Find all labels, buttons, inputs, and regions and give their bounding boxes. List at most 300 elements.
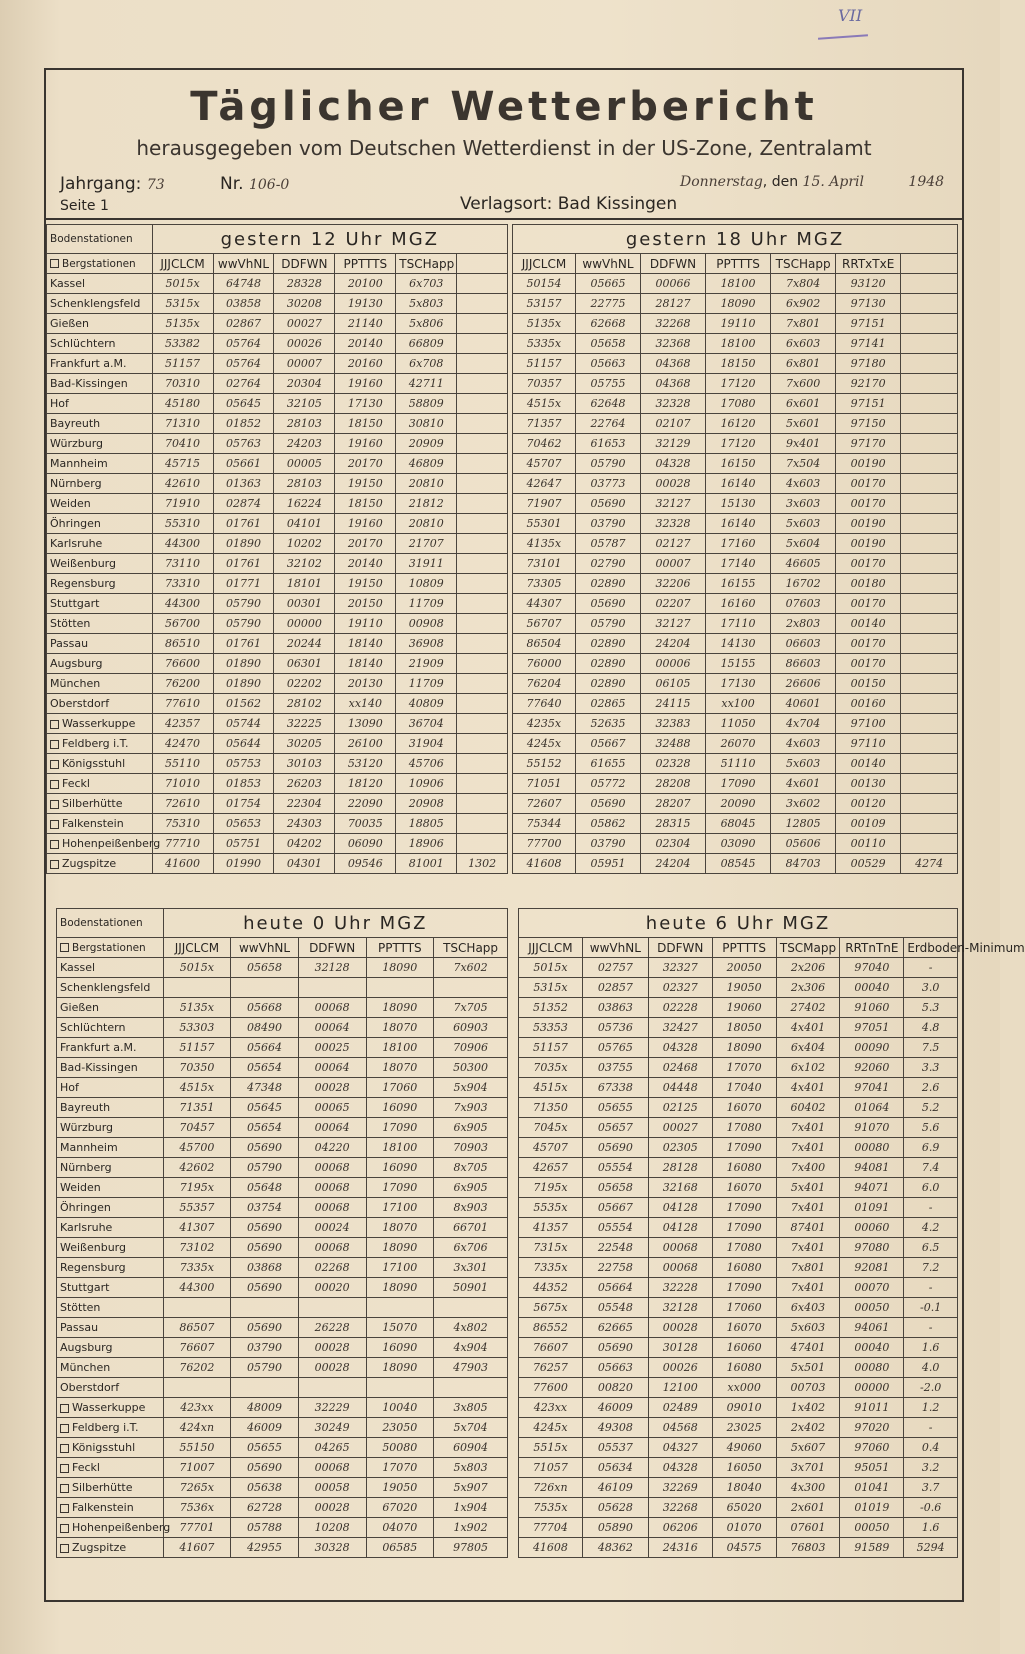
data-cell: 05548 [582, 1298, 648, 1318]
data-cell: 86507 [163, 1318, 231, 1338]
data-cell: 5135x [513, 314, 576, 334]
data-cell: 3x805 [434, 1398, 508, 1418]
data-cell: 32129 [641, 434, 706, 454]
table-row [513, 334, 958, 354]
data-cell: 16702 [771, 574, 836, 594]
data-cell: 16150 [706, 454, 771, 474]
data-cell: 76607 [519, 1338, 583, 1358]
data-cell: 17080 [706, 394, 771, 414]
data-cell: 20140 [335, 554, 396, 574]
table-row [47, 834, 508, 854]
data-cell: 18090 [366, 1278, 434, 1298]
data-cell: 04568 [648, 1418, 712, 1438]
data-cell: 42470 [152, 734, 213, 754]
data-cell [901, 834, 958, 854]
data-cell: 30208 [274, 294, 335, 314]
data-cell: 28207 [641, 794, 706, 814]
berg-marker-icon [60, 1524, 69, 1533]
data-cell: 10906 [396, 774, 457, 794]
data-cell [457, 834, 508, 854]
data-cell: 1302 [457, 854, 508, 874]
data-cell: 01761 [213, 514, 274, 534]
data-cell: 32269 [648, 1478, 712, 1498]
station-label: Schlüchtern [60, 1021, 126, 1034]
station-name [47, 834, 161, 854]
table-row [47, 454, 508, 474]
data-cell: 05664 [582, 1278, 648, 1298]
table-row [519, 1038, 958, 1058]
table-row [513, 354, 958, 374]
data-cell [457, 694, 508, 714]
data-cell: 51157 [163, 1038, 231, 1058]
station-label: Feckl [72, 1461, 100, 1474]
data-cell: 97805 [434, 1538, 508, 1558]
table-row [57, 1238, 508, 1258]
data-cell: 60903 [434, 1018, 508, 1038]
data-cell [298, 978, 366, 998]
data-cell: 02468 [648, 1058, 712, 1078]
data-cell: 3x603 [771, 494, 836, 514]
column-header: DDFWN [298, 938, 366, 958]
data-cell: 05787 [575, 534, 640, 554]
data-cell: 77700 [513, 834, 576, 854]
data-cell: 00065 [298, 1098, 366, 1118]
data-cell: 18100 [706, 274, 771, 294]
data-cell: 10208 [298, 1518, 366, 1538]
data-cell: 4x904 [434, 1338, 508, 1358]
station-label: Hof [50, 397, 69, 410]
data-cell: 00050 [840, 1298, 904, 1318]
data-cell: 00028 [298, 1078, 366, 1098]
table-row [519, 1438, 958, 1458]
date-day: 15. April [802, 174, 864, 190]
data-cell: 01064 [840, 1098, 904, 1118]
table-row [47, 314, 508, 334]
data-cell: 55301 [513, 514, 576, 534]
table-row [47, 554, 508, 574]
data-cell: 17130 [706, 674, 771, 694]
data-cell: 00064 [298, 1058, 366, 1078]
data-cell: 17070 [366, 1458, 434, 1478]
station-label: Frankfurt a.M. [50, 357, 127, 370]
station-name [57, 1138, 164, 1158]
data-cell: 46009 [231, 1418, 299, 1438]
data-cell: 20150 [335, 594, 396, 614]
data-cell [457, 494, 508, 514]
data-cell [901, 414, 958, 434]
data-cell [457, 794, 508, 814]
berg-marker-icon [50, 820, 59, 829]
station-name [57, 1338, 164, 1358]
table-row [57, 1378, 508, 1398]
data-cell: 00820 [582, 1378, 648, 1398]
data-cell: 05654 [231, 1058, 299, 1078]
data-cell: 1.2 [904, 1398, 958, 1418]
table-row [47, 414, 508, 434]
data-cell: 07603 [771, 594, 836, 614]
data-cell: 7x801 [776, 1258, 840, 1278]
data-cell: 50300 [434, 1058, 508, 1078]
data-cell [163, 1378, 231, 1398]
data-cell [457, 594, 508, 614]
data-cell: 05690 [575, 794, 640, 814]
station-name [57, 1118, 164, 1138]
data-cell: 17090 [706, 774, 771, 794]
data-cell: 32327 [648, 958, 712, 978]
column-header: JJJCLCM [513, 254, 576, 274]
data-cell: 97141 [836, 334, 901, 354]
data-cell: 18140 [335, 654, 396, 674]
station-name [57, 978, 164, 998]
data-cell: 51352 [519, 998, 583, 1018]
table-row [47, 474, 508, 494]
table-row [57, 1218, 508, 1238]
data-cell: 04327 [648, 1438, 712, 1458]
data-cell: 7x600 [771, 374, 836, 394]
table-row [57, 1478, 508, 1498]
data-cell: 16120 [706, 414, 771, 434]
data-cell: 70350 [163, 1058, 231, 1078]
data-cell: 20244 [274, 634, 335, 654]
data-cell: 18150 [706, 354, 771, 374]
data-cell: 02890 [575, 674, 640, 694]
data-cell: 05744 [213, 714, 274, 734]
data-cell [901, 614, 958, 634]
data-cell: 17130 [335, 394, 396, 414]
data-cell: 05663 [575, 354, 640, 374]
station-label: Bad-Kissingen [50, 377, 128, 390]
data-cell: 21812 [396, 494, 457, 514]
table-row [57, 1098, 508, 1118]
label-berg-text: Bergstationen [72, 941, 146, 954]
table-row [519, 1458, 958, 1478]
data-cell: 00160 [836, 694, 901, 714]
data-cell: 18150 [335, 494, 396, 514]
data-cell: 00068 [648, 1238, 712, 1258]
column-header-row [519, 938, 958, 958]
data-cell: 22758 [582, 1258, 648, 1278]
data-cell: 16090 [366, 1338, 434, 1358]
data-cell: 02867 [213, 314, 274, 334]
data-cell: 42602 [163, 1158, 231, 1178]
data-cell: 18090 [712, 1038, 776, 1058]
data-cell: 05690 [231, 1138, 299, 1158]
station-label: Kassel [60, 961, 96, 974]
data-cell: 18040 [712, 1478, 776, 1498]
data-cell: 20140 [335, 334, 396, 354]
table-row [513, 274, 958, 294]
data-cell: 7x401 [776, 1118, 840, 1138]
data-cell: 01363 [213, 474, 274, 494]
data-cell: 00006 [641, 654, 706, 674]
data-cell: 04101 [274, 514, 335, 534]
data-cell: 3.0 [904, 978, 958, 998]
station-name [47, 774, 153, 794]
data-cell: 10809 [396, 574, 457, 594]
data-cell: 00703 [776, 1378, 840, 1398]
data-cell: 17090 [366, 1118, 434, 1138]
column-header: PPTTTS [712, 938, 776, 958]
data-cell: 42610 [152, 474, 213, 494]
data-cell: 02857 [582, 978, 648, 998]
station-name [47, 674, 153, 694]
time-title: gestern 12 Uhr MGZ [152, 225, 507, 254]
data-cell: 19130 [335, 294, 396, 314]
data-cell: 5.6 [904, 1118, 958, 1138]
table-row [47, 694, 508, 714]
data-cell: 73102 [163, 1238, 231, 1258]
station-label: Falkenstein [62, 817, 124, 830]
data-cell: 02202 [274, 674, 335, 694]
data-cell: 16070 [712, 1178, 776, 1198]
table-row [513, 314, 958, 334]
station-name [57, 1518, 171, 1538]
data-cell: 05862 [575, 814, 640, 834]
data-cell: 32368 [641, 334, 706, 354]
data-cell: 05554 [582, 1218, 648, 1238]
data-cell: 16080 [712, 1158, 776, 1178]
data-cell: 00190 [836, 514, 901, 534]
table-row [47, 574, 508, 594]
data-cell: 00070 [840, 1278, 904, 1298]
data-cell: 97170 [836, 434, 901, 454]
data-cell: 00027 [648, 1118, 712, 1138]
table-row [47, 614, 508, 634]
data-cell: 20908 [396, 794, 457, 814]
data-cell: 77600 [519, 1378, 583, 1398]
data-cell: 7.5 [904, 1038, 958, 1058]
data-cell: 00301 [274, 594, 335, 614]
table-row [57, 1138, 508, 1158]
data-cell: 18070 [366, 1218, 434, 1238]
table-row [513, 494, 958, 514]
data-cell: 05658 [582, 1178, 648, 1198]
station-name [47, 414, 153, 434]
column-header: TSCHapp [396, 254, 457, 274]
station-name [47, 314, 153, 334]
data-cell [901, 514, 958, 534]
data-cell: 05751 [213, 834, 274, 854]
data-cell [457, 734, 508, 754]
table-row [57, 1498, 508, 1518]
data-cell [366, 1378, 434, 1398]
data-cell: 05606 [771, 834, 836, 854]
data-cell: 05753 [213, 754, 274, 774]
data-cell: 05690 [582, 1338, 648, 1358]
column-header [901, 254, 958, 274]
data-cell: 02268 [298, 1258, 366, 1278]
table-row [519, 1198, 958, 1218]
station-name [57, 1158, 164, 1178]
data-cell: 5335x [513, 334, 576, 354]
data-cell: 77610 [152, 694, 213, 714]
data-cell: 00140 [836, 754, 901, 774]
data-cell: 97080 [840, 1238, 904, 1258]
column-header: PPTTTS [366, 938, 434, 958]
data-cell: 46009 [582, 1398, 648, 1418]
label-berg-text: Bergstationen [62, 257, 136, 270]
report-header [44, 68, 964, 222]
data-cell [901, 714, 958, 734]
data-cell [901, 434, 958, 454]
data-cell: 7315x [519, 1238, 583, 1258]
data-cell: 18140 [335, 634, 396, 654]
data-cell [457, 774, 508, 794]
data-cell: 04265 [298, 1438, 366, 1458]
data-cell: 05790 [213, 614, 274, 634]
data-cell: 5x603 [771, 754, 836, 774]
data-cell: 92081 [840, 1258, 904, 1278]
data-cell: 7x401 [776, 1138, 840, 1158]
data-cell [457, 614, 508, 634]
data-cell: 7x801 [771, 314, 836, 334]
data-cell [434, 978, 508, 998]
data-cell: 00020 [298, 1278, 366, 1298]
data-cell: - [904, 958, 958, 978]
data-cell [901, 474, 958, 494]
data-cell: 7x705 [434, 998, 508, 1018]
data-cell: 05668 [231, 998, 299, 1018]
data-cell: 41307 [163, 1218, 231, 1238]
station-label: Hohenpeißenberg [62, 837, 161, 850]
time-title: heute 0 Uhr MGZ [163, 909, 507, 938]
table-row [47, 494, 508, 514]
data-cell: 17090 [366, 1178, 434, 1198]
data-cell: 00058 [298, 1478, 366, 1498]
data-cell: 20160 [335, 354, 396, 374]
data-cell: 00190 [836, 454, 901, 474]
data-cell: 81001 [396, 854, 457, 874]
data-cell: 5x607 [776, 1438, 840, 1458]
data-cell: 02489 [648, 1398, 712, 1418]
data-cell: 5x907 [434, 1478, 508, 1498]
label-boden: Bodenstationen [47, 225, 153, 254]
data-cell: 94071 [840, 1178, 904, 1198]
data-cell [298, 1378, 366, 1398]
data-cell: 55357 [163, 1198, 231, 1218]
data-cell: 00064 [298, 1018, 366, 1038]
data-cell: 7535x [519, 1498, 583, 1518]
station-label: Königsstuhl [72, 1441, 136, 1454]
data-cell: 00040 [840, 1338, 904, 1358]
data-cell: 20170 [335, 534, 396, 554]
data-cell: 24204 [641, 854, 706, 874]
data-cell: 19050 [366, 1478, 434, 1498]
data-cell: 6x102 [776, 1058, 840, 1078]
data-cell: 17160 [706, 534, 771, 554]
station-name [47, 514, 153, 534]
data-cell: 23025 [712, 1418, 776, 1438]
data-cell: 02107 [641, 414, 706, 434]
data-cell: 50080 [366, 1438, 434, 1458]
data-cell: 00005 [274, 454, 335, 474]
station-label: Oberstdorf [60, 1381, 120, 1394]
data-cell: 32206 [641, 574, 706, 594]
column-header: TSCMapp [776, 938, 840, 958]
title-row [47, 225, 508, 254]
data-cell: 08490 [231, 1018, 299, 1038]
data-cell: 5x803 [434, 1458, 508, 1478]
data-cell: 00090 [840, 1038, 904, 1058]
data-cell: 53382 [152, 334, 213, 354]
station-name [47, 854, 153, 874]
data-cell: 4x401 [776, 1018, 840, 1038]
data-cell: 05667 [575, 734, 640, 754]
data-cell [457, 414, 508, 434]
data-cell: 86510 [152, 634, 213, 654]
data-cell: 28127 [641, 294, 706, 314]
data-cell: 44300 [152, 594, 213, 614]
data-cell: 7.2 [904, 1258, 958, 1278]
data-cell [457, 554, 508, 574]
data-cell: 00170 [836, 554, 901, 574]
data-cell: 20090 [706, 794, 771, 814]
data-cell: 3.2 [904, 1458, 958, 1478]
data-cell: 05645 [213, 394, 274, 414]
data-cell: 32168 [648, 1178, 712, 1198]
data-cell: 10202 [274, 534, 335, 554]
berg-marker-icon [50, 860, 59, 869]
data-cell: 19150 [335, 474, 396, 494]
data-cell: 40601 [771, 694, 836, 714]
data-cell: 03754 [231, 1198, 299, 1218]
data-cell: 17090 [712, 1138, 776, 1158]
data-cell: 44300 [152, 534, 213, 554]
data-cell: 00064 [298, 1118, 366, 1138]
data-cell: 16070 [712, 1318, 776, 1338]
berg-marker-icon [60, 1544, 69, 1553]
data-cell: -2.0 [904, 1378, 958, 1398]
berg-marker-icon [60, 1404, 69, 1413]
column-header: TSCHapp [771, 254, 836, 274]
data-cell: 41357 [519, 1218, 583, 1238]
data-cell: 08545 [706, 854, 771, 874]
data-cell [901, 734, 958, 754]
station-label: Passau [50, 637, 89, 650]
table-row [519, 1338, 958, 1358]
station-name [57, 1438, 164, 1458]
data-cell: 00028 [298, 1498, 366, 1518]
data-cell: 22304 [274, 794, 335, 814]
data-cell: 22548 [582, 1238, 648, 1258]
berg-marker-icon [60, 943, 69, 952]
data-cell: 7.4 [904, 1158, 958, 1178]
table-row [513, 674, 958, 694]
station-name [57, 1018, 164, 1038]
data-cell: 02865 [575, 694, 640, 714]
berg-marker-icon [50, 740, 59, 749]
data-cell [901, 694, 958, 714]
data-cell: 18090 [366, 1238, 434, 1258]
station-name [47, 474, 153, 494]
data-cell: 67020 [366, 1498, 434, 1518]
data-cell: 71357 [513, 414, 576, 434]
data-cell: 01890 [213, 534, 274, 554]
data-cell: 3x602 [771, 794, 836, 814]
data-cell: 19050 [712, 978, 776, 998]
data-cell [457, 474, 508, 494]
table-row [47, 854, 508, 874]
report-title: Täglicher Wetterbericht [190, 84, 818, 130]
data-cell: 87401 [776, 1218, 840, 1238]
data-cell: 58809 [396, 394, 457, 414]
data-cell: 02304 [641, 834, 706, 854]
data-cell: 4515x [513, 394, 576, 414]
data-cell: 28103 [274, 474, 335, 494]
data-cell: 77701 [163, 1518, 231, 1538]
station-label: Gießen [50, 317, 90, 330]
data-cell: 2x306 [776, 978, 840, 998]
